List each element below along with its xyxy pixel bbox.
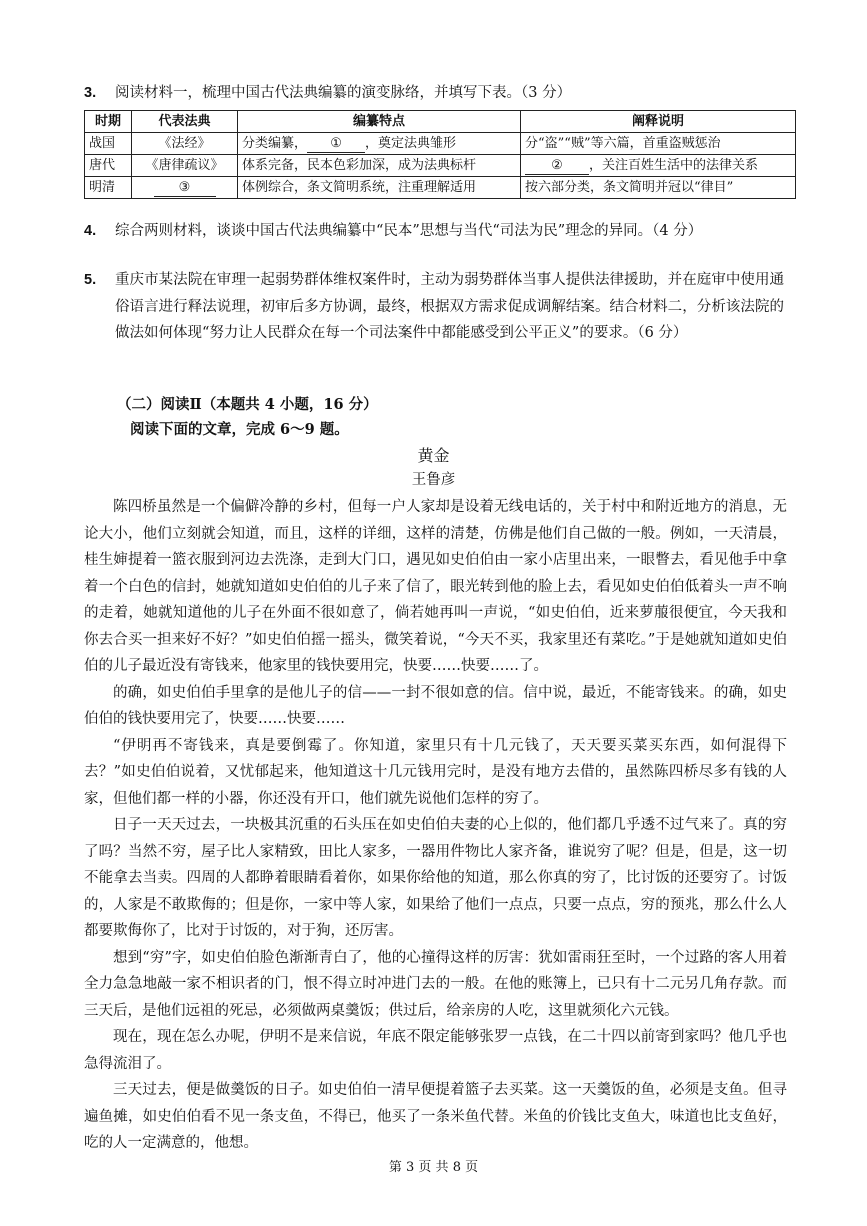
- table-header-cell: 代表法典: [132, 111, 238, 133]
- table-row: [85, 133, 796, 155]
- section-heading: （二）阅读Ⅱ（本题共 4 小题，16 分）: [117, 396, 378, 413]
- question-4: [84, 218, 784, 244]
- explain-cell: [521, 155, 796, 177]
- question-number: 5.: [84, 272, 97, 288]
- article-body: [84, 494, 787, 1157]
- period-cell: 唐代: [85, 155, 132, 177]
- article-paragraph: 陈四桥虽然是一个偏僻冷静的乡村，但每一户人家却是设着无线电话的，关于村中和附近地方的消息，无论大小，他们立刻就会知道，而且，这样的详细，这样的清楚，仿佛是他们自己做的一般。例如，一天清晨，桂生婶提着一篮衣服到河边去洗涤，走到大门口，遇见如史伯伯由一家小店里出来，一眼瞥去，看见他手中拿着一个白色的信封，她就知道如史伯伯的儿子来了信了，眼光转到他的脸上去，看见如史伯伯低着头一声不响的走着，她就知道他的儿子在外面不很如意了，倘若她再叫一声说，“如史伯伯，近来萝菔很便宜，今天我和你去合买一担来好不好？”如史伯伯摇一摇头，微笑着说，“今天不买，我家里还有菜吃。”于是她就知道如史伯伯的儿子最近没有寄钱来，他家里的钱快要用完，快要……快要……了。: [84, 499, 787, 674]
- question-5: [84, 267, 784, 347]
- period-cell: 明清: [85, 177, 132, 199]
- page-footer: 第 3 页 共 8 页: [388, 1160, 479, 1175]
- question-text: 重庆市某法院在审理一起弱势群体维权案件时，主动为弱势群体当事人提供法律援助，并在庭审中使用通俗语言进行释法说理，初审后多方协调，最终，根据双方需求促成调解结案。结合材料二，分析该法院的做法如何体现“努力让人民群众在每一个司法案件中都能感受到公平正义”的要求。（6 分）: [115, 272, 784, 341]
- article-paragraph: 想到“穷”字，如史伯伯脸色渐渐青白了，他的心撞得这样的厉害：犹如雷雨狂至时，一个过路的客人用着全力急急地敲一家不相识者的门，恨不得立时冲进门去的一般。在他的账簿上，已只有十二元另几角存款。而三天后，是他们远祖的死忌，必须做两桌羹饭；供过后，给亲房的人吃，这里就须化六元钱。: [84, 949, 787, 1019]
- law-code-table: [84, 110, 796, 199]
- article-paragraph: 的确，如史伯伯手里拿的是他儿子的信——一封不很如意的信。信中说，最近，不能寄钱来。的确，如史伯伯的钱快要用完了，快要……快要……: [84, 684, 787, 727]
- section-instruction: 阅读下面的文章，完成 6～9 题。: [130, 421, 349, 438]
- feature-text: ，奠定法典雏形: [365, 136, 457, 151]
- article-paragraph: 三天过去，便是做羹饭的日子。如史伯伯一清早便提着篮子去买菜。这一天羹饭的鱼，必须是支鱼。但寻遍鱼摊，如史伯伯看不见一条支鱼，不得已，他买了一条米鱼代替。米鱼的价钱比支鱼大，味道也比支鱼好，吃的人一定满意的，他想。: [84, 1082, 787, 1151]
- table-header-row: [85, 111, 796, 133]
- answer-blank-3[interactable]: ③: [154, 179, 216, 197]
- answer-blank-2[interactable]: ②: [525, 157, 589, 175]
- question-number: 4.: [84, 223, 97, 239]
- period-cell: 战国: [85, 133, 132, 155]
- question-text: 综合两则材料，谈谈中国古代法典编纂中“民本”思想与当代“司法为民”理念的异同。（4 分）: [115, 223, 703, 239]
- feature-cell: [238, 133, 521, 155]
- question-number: 3.: [84, 85, 97, 101]
- feature-cell: 体系完备，民本色彩加深，成为法典标杆: [238, 155, 521, 177]
- article-paragraph: 日子一天天过去，一块极其沉重的石头压在如史伯伯夫妻的心上似的，他们都几乎透不过气来了。真的穷了吗？当然不穷，屋子比人家精致，田比人家多，一器用件物比人家齐备，谁说穷了呢？但是，但是，这一切不能拿去当卖。四周的人都睁着眼睛看着你，如果你给他的知道，那么你真的穷了，比讨饭的还要穷了。讨饭的，人家是不敢欺侮的；但是你，一家中等人家，如果给了他们一点点，只要一点点，穷的预兆，那么什么人都要欺侮你了，比对于讨饭的，对于狗，还厉害。: [84, 817, 787, 939]
- code-cell: [132, 177, 238, 199]
- feature-text: 分类编纂，: [242, 136, 308, 151]
- table-header-cell: 阐释说明: [521, 111, 796, 133]
- code-cell: 《唐律疏议》: [132, 155, 238, 177]
- article-title: 黄金: [417, 446, 450, 465]
- answer-blank-1[interactable]: ①: [307, 135, 365, 153]
- table-header-cell: 时期: [85, 111, 132, 133]
- question-text: 阅读材料一，梳理中国古代法典编纂的演变脉络，并填写下表。（3 分）: [115, 85, 572, 101]
- table-row: [85, 155, 796, 177]
- table-header-cell: 编纂特点: [238, 111, 521, 133]
- question-3: [84, 80, 784, 106]
- article-author: 王鲁彦: [411, 472, 456, 488]
- article-paragraph: “伊明再不寄钱来，真是要倒霉了。你知道，家里只有十几元钱了，天天要买菜买东西，如何混得下去？”如史伯伯说着，又忧郁起来，他知道这十几元钱用完时，是没有地方去借的，虽然陈四桥尽多有钱的人家，但他们都一样的小器，你还没有开口，他们就先说他们怎样的穷了。: [84, 737, 787, 807]
- feature-cell: 体例综合，条文简明系统，注重理解适用: [238, 177, 521, 199]
- explain-text: ，关注百姓生活中的法律关系: [589, 158, 759, 173]
- explain-cell: 分“盗”“贼”等六篇，首重盗贼惩治: [521, 133, 796, 155]
- code-cell: 《法经》: [132, 133, 238, 155]
- article-paragraph: 现在，现在怎么办呢，伊明不是来信说，年底不限定能够张罗一点钱，在二十四以前寄到家吗？他几乎也急得流泪了。: [84, 1029, 787, 1072]
- table-row: [85, 177, 796, 199]
- explain-cell: 按六部分类，条文简明并冠以“律目”: [521, 177, 796, 199]
